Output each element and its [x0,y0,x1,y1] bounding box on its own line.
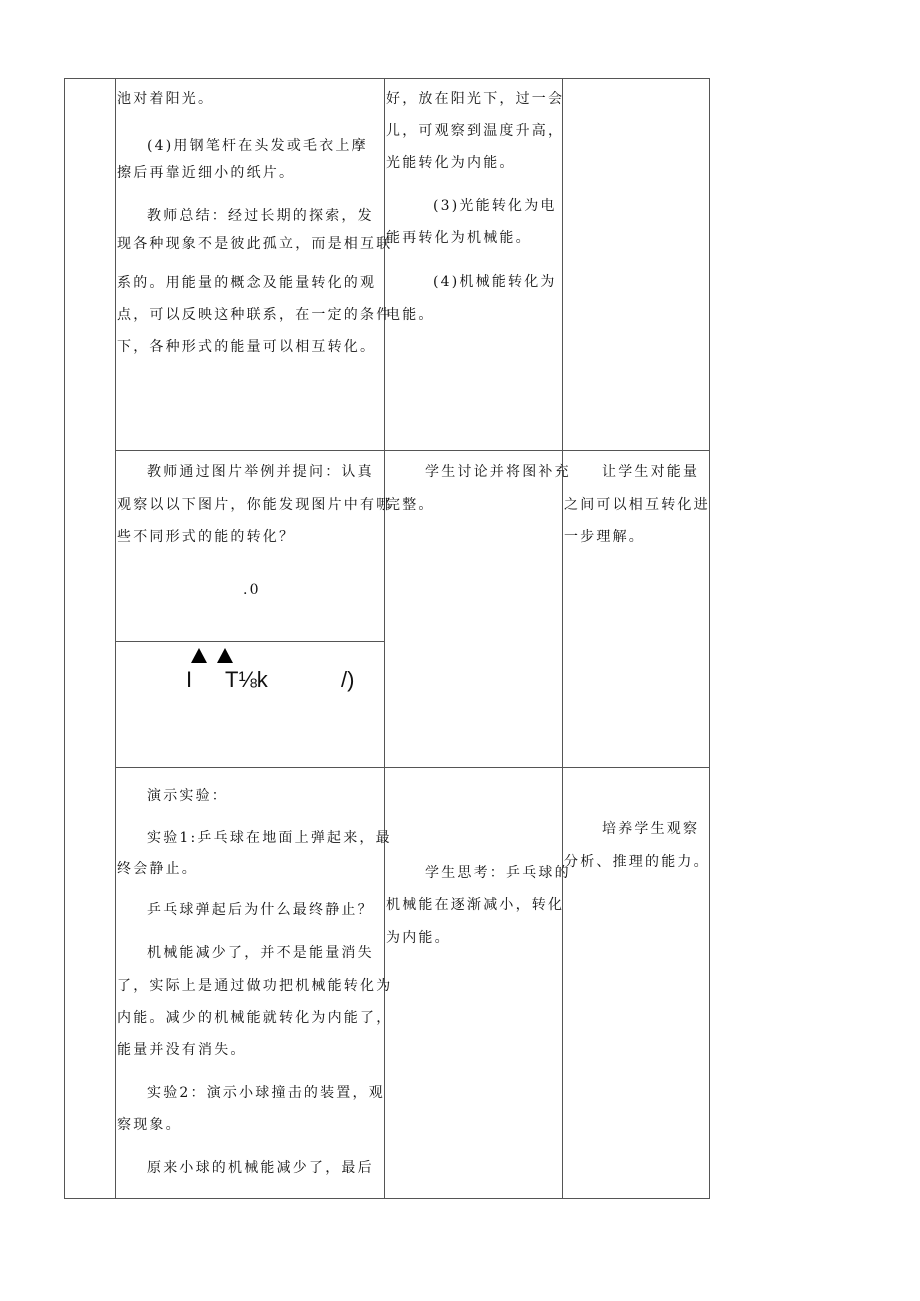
column-divider [709,78,710,1199]
row1-activity-line: 擦后再靠近细小的纸片。 [117,165,296,181]
row3-activity-line: 演示实验： [147,788,228,804]
row3-activity-line: 实验2：演示小球撞击的装置，观 [147,1085,385,1101]
row3-student-line: 为内能。 [386,930,451,946]
row2-activity-line: 些不同形式的能的转化？ [117,529,296,545]
row1-student-line: 电能。 [386,307,435,323]
row1-activity-line: 下，各种形式的能量可以相互转化。 [117,339,377,355]
row1-student-line: 能再转化为机械能。 [386,230,532,246]
figure-label: T⅛k [225,667,268,692]
row3-activity-line: 实验1:乒乓球在地面上弹起来，最 [147,830,392,846]
row-divider [115,767,709,768]
column-divider [64,78,65,1199]
row3-activity-line: 原来小球的机械能减少了，最后 [147,1160,374,1176]
column-divider [562,78,563,1199]
row2-activity-line: 教师通过图片举例并提问：认真 [147,464,374,480]
figure-label: I [186,667,193,692]
row1-activity-line: 系的。用能量的概念及能量转化的观 [117,275,377,291]
row3-activity-line: 终会静止。 [117,861,198,877]
row3-intent-line: 分析、推理的能力。 [564,854,710,870]
row2-intent-line: 之间可以相互转化进 [564,497,710,513]
row1-student-line: (3)光能转化为电 [433,198,557,214]
row1-activity-line: 教师总结：经过长期的探索，发 [147,208,374,224]
row3-activity-line: 机械能减少了，并不是能量消失 [147,945,374,961]
row1-activity-line: 点，可以反映这种联系，在一定的条件 [117,307,393,323]
row1-student-line: (4)机械能转化为 [433,274,557,290]
row2-student-line: 完整。 [386,497,435,513]
row1-activity-line: 现各种现象不是彼此孤立，而是相互联 [117,236,393,252]
row3-activity-line: 了，实际上是通过做功把机械能转化为 [117,978,393,994]
table-border-bottom [64,1198,709,1199]
figure-divider [115,641,384,642]
row1-student-line: 儿，可观察到温度升高， [386,123,565,139]
row1-student-line: 好，放在阳光下，过一会 [386,91,565,107]
column-divider [115,78,116,1199]
row2-activity-line: 观察以以下图片，你能发现图片中有哪 [117,497,393,513]
row3-activity-line: 察现象。 [117,1117,182,1133]
row1-student-line: 光能转化为内能。 [386,155,516,171]
row1-activity-line: 池对着阳光。 [117,91,215,107]
row2-intent-line: 一步理解。 [564,529,645,545]
row-divider [115,450,709,451]
row3-activity-line: 乒乓球弹起后为什么最终静止？ [147,902,374,918]
row3-student-line: 学生思考：乒乓球的 [425,865,571,881]
row2-activity-line: .0 [243,582,261,598]
triangle-icon [191,648,207,663]
row3-activity-line: 内能。减少的机械能就转化为内能了， [117,1010,393,1026]
row1-activity-line: (4)用钢笔杆在头发或毛衣上摩 [147,138,368,154]
figure-label: /) [341,667,355,692]
row2-student-line: 学生讨论并将图补充 [425,464,571,480]
table-border-top [64,78,709,79]
row2-intent-line: 让学生对能量 [602,464,700,480]
row3-activity-line: 能量并没有消失。 [117,1042,247,1058]
row3-student-line: 机械能在逐渐减小，转化 [386,897,565,913]
row3-intent-line: 培养学生观察 [602,821,700,837]
triangle-icon [217,648,233,663]
